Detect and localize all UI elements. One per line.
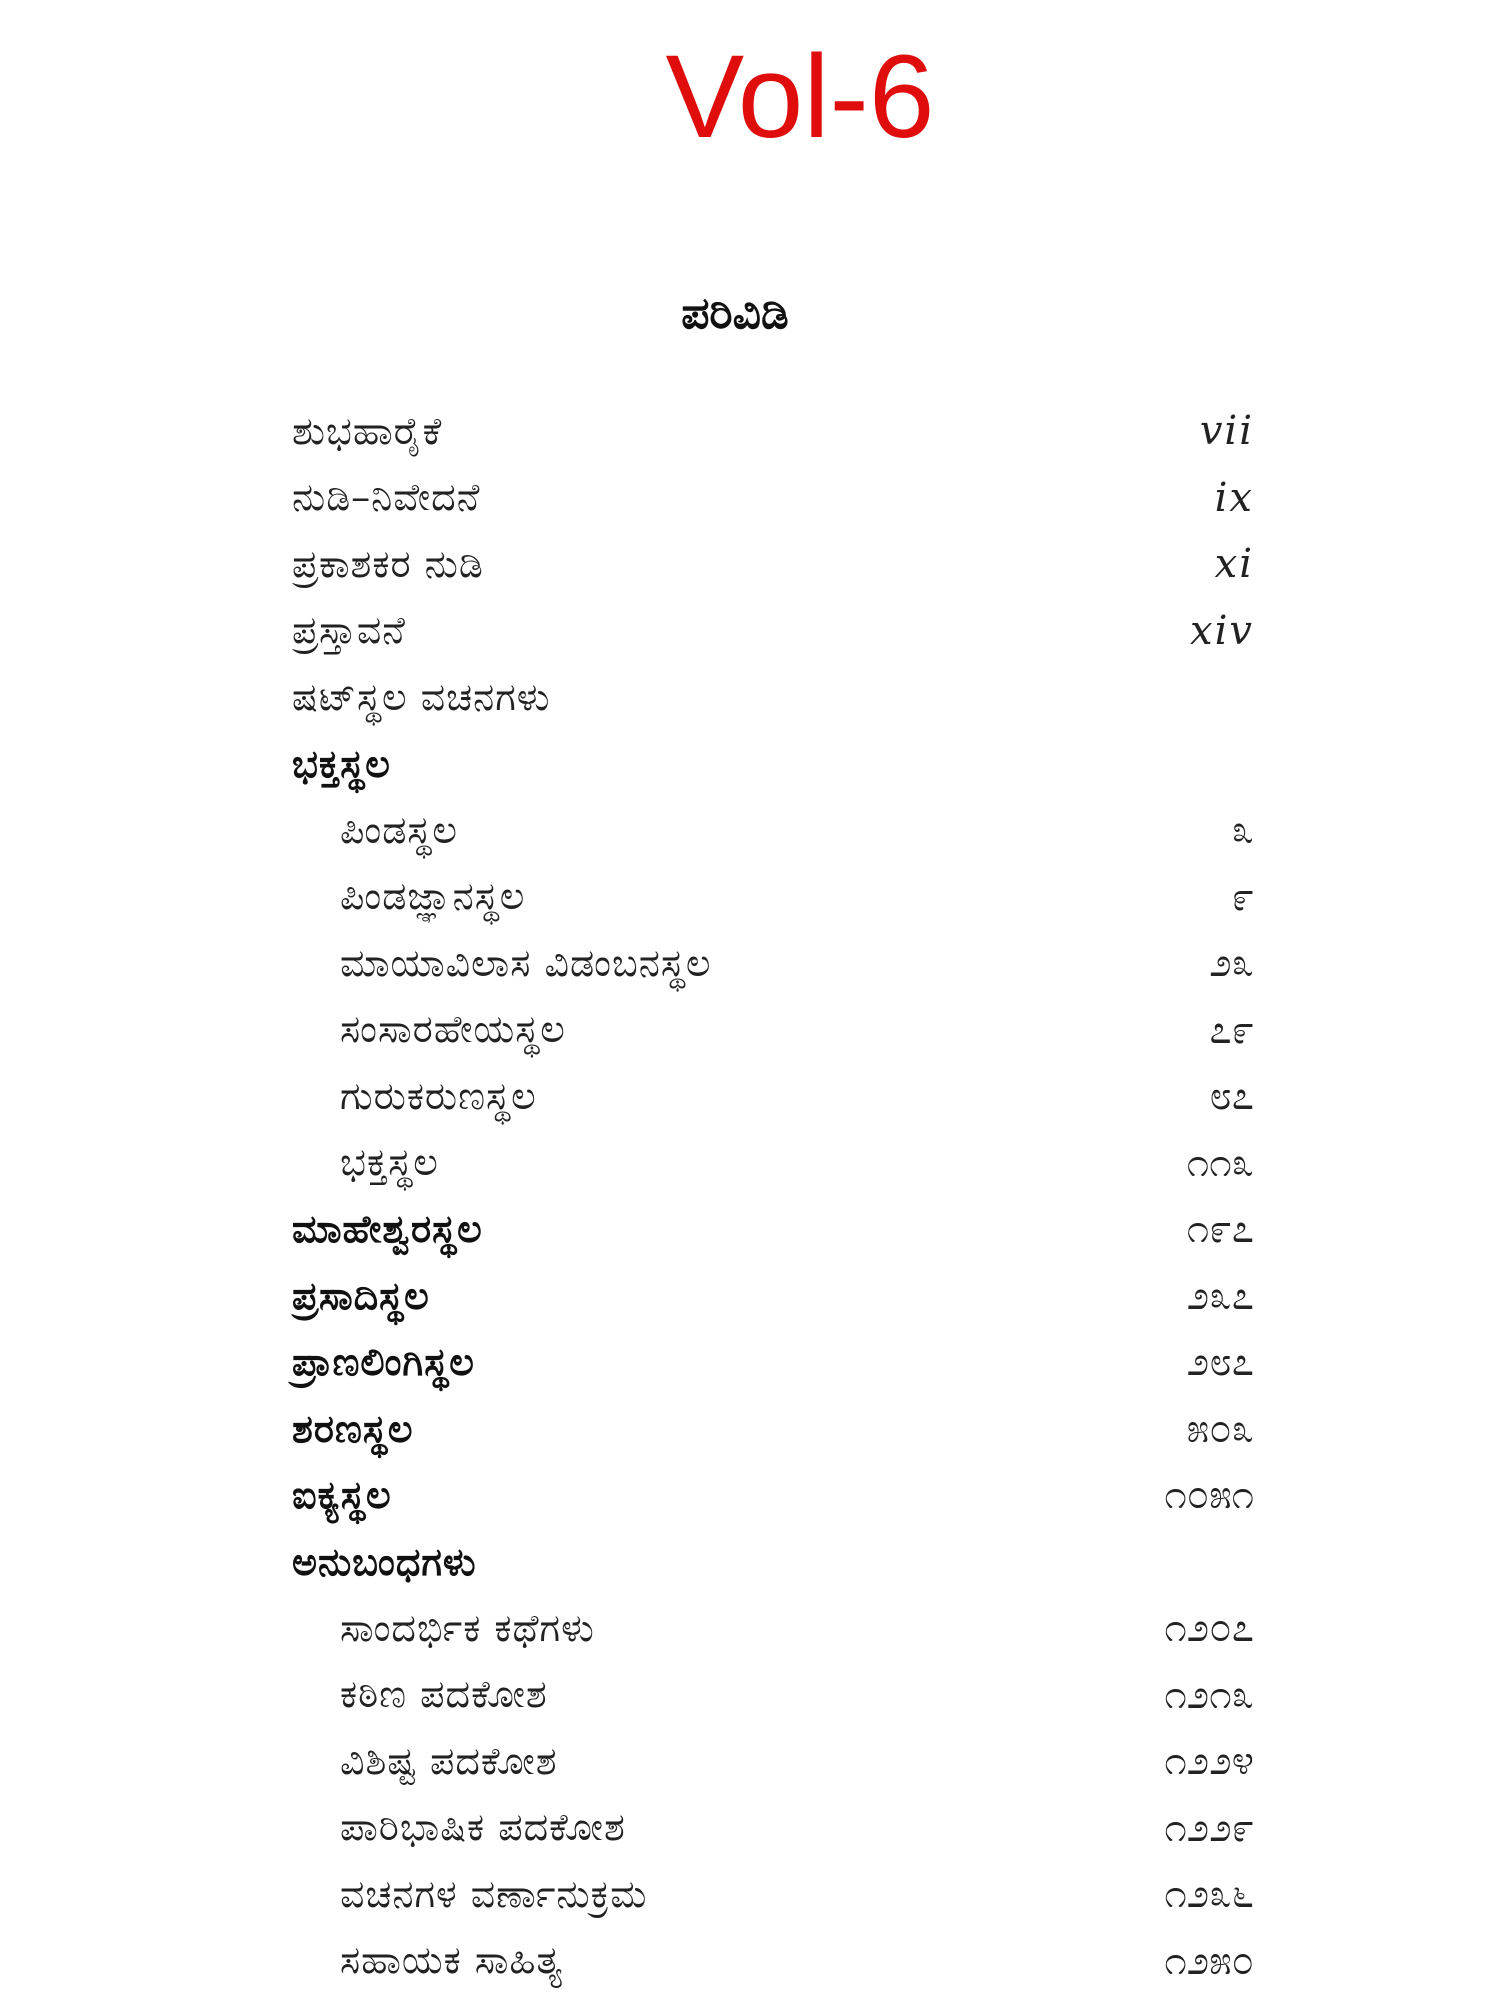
toc-entry-page: ೮೭ [1209, 1073, 1254, 1120]
toc-entry [292, 797, 1254, 864]
toc-entry [292, 398, 1254, 465]
toc-entry [292, 664, 1254, 731]
toc-entry [292, 1529, 1254, 1596]
toc-entry-page: ೩ [1231, 807, 1254, 854]
toc-entry-label: ನುಡಿ–ನಿವೇದನೆ [292, 475, 481, 520]
toc-entry [292, 1861, 1254, 1928]
toc-entry-page: xi [1214, 541, 1254, 588]
toc-entry-page: ೧೨೩೬ [1164, 1871, 1254, 1918]
toc-entry [292, 465, 1254, 532]
toc-entry-page: ೨೩೭ [1186, 1272, 1254, 1319]
table-of-contents [292, 398, 1254, 1994]
toc-entry-page: ೫೦೩ [1186, 1405, 1254, 1452]
toc-entry-page: ೧೨೦೭ [1164, 1605, 1254, 1652]
toc-entry [292, 598, 1254, 665]
toc-heading: ಪರಿವಿಡಿ [681, 288, 789, 339]
toc-entry-label: ಪ್ರಸಾದಿಸ್ಥಲ [292, 1272, 430, 1318]
toc-entry-page: ೨೮೭ [1186, 1339, 1254, 1386]
toc-entry-label: ಭಕ್ತಸ್ಥಲ [292, 740, 391, 786]
toc-entry-page: ೧೧೩ [1186, 1139, 1254, 1186]
toc-entry-page: ೭೯ [1209, 1006, 1254, 1053]
toc-entry-label: ಗುರುಕರುಣಸ್ಥಲ [340, 1073, 537, 1118]
toc-entry-page: ೧೨೧೩ [1164, 1671, 1254, 1718]
toc-entry [292, 1396, 1254, 1463]
toc-entry-label: ಶರಣಸ್ಥಲ [292, 1405, 414, 1451]
toc-entry [292, 1063, 1254, 1130]
toc-entry-label: ಪಿಂಡಸ್ಥಲ [340, 807, 459, 852]
toc-entry [292, 1795, 1254, 1862]
toc-entry-label: ಭಕ್ತಸ್ಥಲ [340, 1140, 439, 1185]
toc-entry-page: ix [1214, 474, 1254, 521]
toc-entry [292, 1329, 1254, 1396]
toc-entry-label: ಪಿಂಡಜ್ಞಾನಸ್ಥಲ [340, 874, 526, 919]
toc-entry-label: ಪಾರಿಭಾಷಿಕ ಪದಕೋಶ [340, 1805, 626, 1850]
toc-entry-label: ಮಾಯಾವಿಲಾಸ ವಿಡಂಬನಸ್ಥಲ [340, 940, 712, 985]
toc-entry [292, 864, 1254, 931]
toc-entry-label: ಐಕ್ಯಸ್ಥಲ [292, 1472, 392, 1518]
toc-entry-label: ಮಾಹೇಶ್ವರಸ್ಥಲ [292, 1206, 483, 1252]
toc-entry-page: vii [1199, 408, 1254, 455]
toc-entry [292, 1263, 1254, 1330]
toc-entry [292, 1728, 1254, 1795]
toc-entry [292, 930, 1254, 997]
toc-entry-page: ೧೨೨೪ [1164, 1738, 1254, 1785]
toc-entry-page: ೧೨೨೯ [1164, 1804, 1254, 1851]
toc-entry [292, 1595, 1254, 1662]
toc-entry [292, 1928, 1254, 1995]
toc-entry-page: xiv [1190, 607, 1254, 654]
toc-entry-label: ಪ್ರಕಾಶಕರ ನುಡಿ [292, 541, 484, 586]
toc-entry-label: ವಚನಗಳ ವರ್ಣಾನುಕ್ರಮ [340, 1871, 648, 1916]
volume-label: Vol-6 [665, 31, 935, 163]
toc-entry-page: ೧೯೭ [1186, 1206, 1254, 1253]
toc-entry-label: ವಿಶಿಷ್ಟ ಪದಕೋಶ [340, 1738, 558, 1783]
toc-entry-label: ಪ್ರಸ್ತಾವನೆ [292, 608, 406, 653]
toc-entry [292, 997, 1254, 1064]
toc-entry-label: ಸಹಾಯಕ ಸಾಹಿತ್ಯ [340, 1938, 563, 1983]
toc-entry-page: ೧೨೫೦ [1164, 1937, 1254, 1984]
toc-entry-label: ಅನುಬಂಧಗಳು [292, 1538, 477, 1584]
toc-entry [292, 1462, 1254, 1529]
toc-entry-label: ಶುಭಹಾರೈಕೆ [292, 408, 443, 453]
toc-entry [292, 731, 1254, 798]
toc-entry [292, 1130, 1254, 1197]
toc-entry [292, 1662, 1254, 1729]
toc-entry-page: ೨೩ [1209, 940, 1254, 987]
toc-entry-label: ಕಠಿಣ ಪದಕೋಶ [340, 1672, 548, 1717]
toc-entry [292, 1196, 1254, 1263]
toc-entry-label: ಪ್ರಾಣಲಿಂಗಿಸ್ಥಲ [292, 1339, 475, 1385]
toc-entry [292, 531, 1254, 598]
toc-entry-label: ಸಾಂದರ್ಭಿಕ ಕಥೆಗಳು [340, 1605, 595, 1650]
toc-entry-page: ೧೦೫೧ [1164, 1472, 1254, 1519]
toc-entry-label: ಸಂಸಾರಹೇಯಸ್ಥಲ [340, 1007, 566, 1052]
toc-entry-label: ಷಟ್‌ಸ್ಥಲ ವಚನಗಳು [292, 674, 551, 719]
toc-entry-page: ೯ [1231, 873, 1254, 920]
